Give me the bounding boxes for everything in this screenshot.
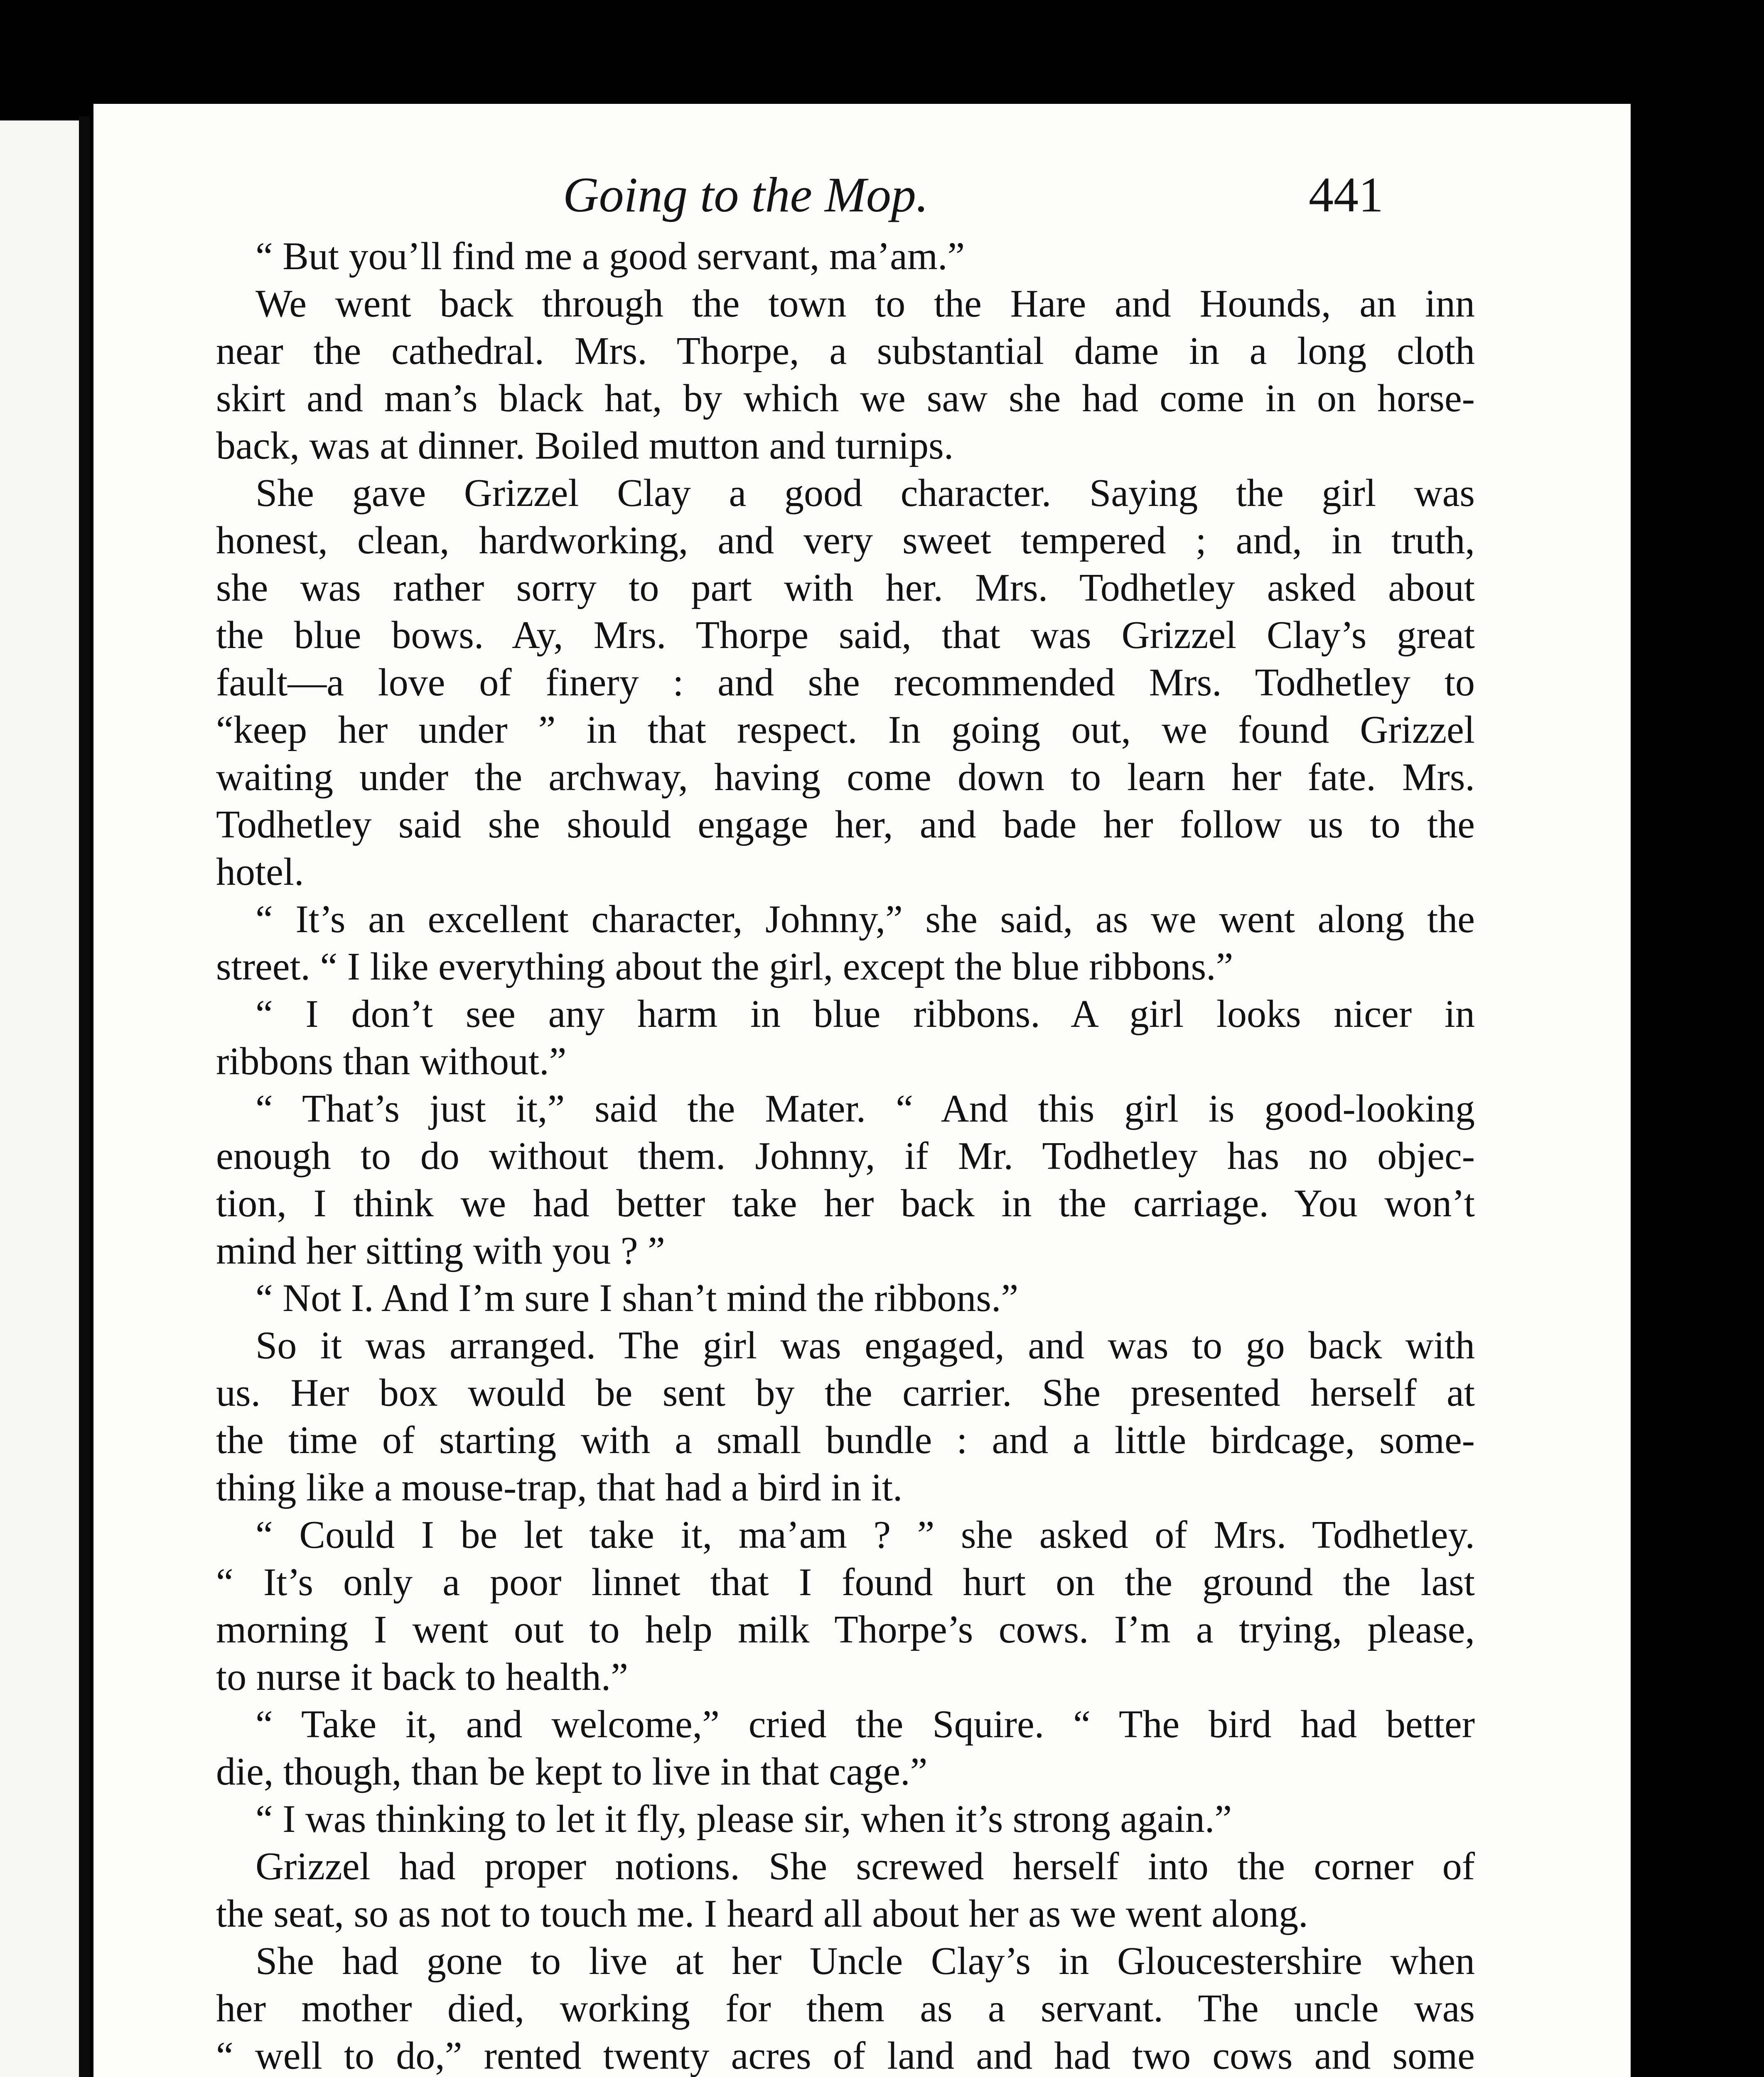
text-line: “ That’s just it,” said the Mater. “ And this girl is good-looking <box>256 1087 1475 1130</box>
text-line: street. “ I like everything about the girl, except the blue ribbons.” <box>216 945 1233 988</box>
text-line: mind her sitting with you ? ” <box>216 1229 665 1272</box>
text-line: She gave Grizzel Clay a good character. Saying the girl was <box>256 471 1475 515</box>
text-line: to nurse it back to health.” <box>216 1655 628 1699</box>
text-line: her mother died, working for them as a servant. The uncle was <box>216 1987 1475 2030</box>
text-line: skirt and man’s black hat, by which we saw she had come in on horse- <box>216 377 1475 420</box>
text-line: die, though, than be kept to live in that cage.” <box>216 1750 928 1793</box>
text-line: “ It’s only a poor linnet that I found hurt on the ground the last <box>216 1561 1475 1604</box>
text-line: the seat, so as not to touch me. I heard all about her as we went along. <box>216 1892 1308 1935</box>
text-line: Grizzel had proper notions. She screwed herself into the corner of <box>256 1845 1475 1888</box>
text-line: “ It’s an excellent character, Johnny,” she said, as we went along the <box>256 898 1475 941</box>
text-line: she was rather sorry to part with her. Mrs. Todhetley asked about <box>216 566 1475 609</box>
text-line: ribbons than without.” <box>216 1040 567 1083</box>
text-line: So it was arranged. The girl was engaged, and was to go back with <box>256 1324 1475 1367</box>
text-line: She had gone to live at her Uncle Clay’s in Gloucestershire when <box>256 1940 1475 1983</box>
text-line: We went back through the town to the Hare and Hounds, an inn <box>256 282 1475 325</box>
text-line: near the cathedral. Mrs. Thorpe, a substantial dame in a long cloth <box>216 329 1475 373</box>
text-line: honest, clean, hardworking, and very sweet tempered ; and, in truth, <box>216 519 1475 562</box>
text-line: waiting under the archway, having come down to learn her fate. Mrs. <box>216 756 1475 799</box>
page-number: 441 <box>1309 167 1383 222</box>
facing-page-edge <box>0 120 85 2077</box>
text-line: “ I don’t see any harm in blue ribbons. A girl looks nicer in <box>256 992 1475 1036</box>
text-line: fault—a love of finery : and she recommended Mrs. Todhetley to <box>216 661 1475 704</box>
body-text <box>216 233 1475 2077</box>
book-gutter <box>79 116 90 2077</box>
text-line: enough to do without them. Johnny, if Mr. Todhetley has no objec- <box>216 1134 1475 1178</box>
running-head: Going to the Mop. <box>563 167 929 222</box>
text-line: “ But you’ll find me a good servant, ma’am.” <box>256 235 965 278</box>
text-line: thing like a mouse-trap, that had a bird in it. <box>216 1466 903 1509</box>
text-line: “ Could I be let take it, ma’am ? ” she asked of Mrs. Todhetley. <box>256 1513 1475 1557</box>
text-line: morning I went out to help milk Thorpe’s cows. I’m a trying, please, <box>216 1608 1475 1651</box>
text-line: the blue bows. Ay, Mrs. Thorpe said, that was Grizzel Clay’s great <box>216 614 1475 657</box>
text-line: the time of starting with a small bundle : and a little birdcage, some- <box>216 1419 1475 1462</box>
text-line: “ Not I. And I’m sure I shan’t mind the ribbons.” <box>256 1277 1019 1320</box>
text-line: tion, I think we had better take her back in the carriage. You won’t <box>216 1182 1475 1225</box>
text-line: “keep her under ” in that respect. In going out, we found Grizzel <box>216 708 1475 751</box>
text-line: “ Take it, and welcome,” cried the Squire. “ The bird had better <box>256 1703 1475 1746</box>
text-line: us. Her box would be sent by the carrier. She presented herself at <box>216 1371 1475 1414</box>
text-line: “ I was thinking to let it fly, please sir, when it’s strong again.” <box>256 1797 1232 1841</box>
text-line: back, was at dinner. Boiled mutton and turnips. <box>216 424 954 467</box>
text-line: “ well to do,” rented twenty acres of land and had two cows and some <box>216 2034 1475 2077</box>
text-line: Todhetley said she should engage her, and bade her follow us to the <box>216 803 1475 846</box>
text-line: hotel. <box>216 850 304 894</box>
